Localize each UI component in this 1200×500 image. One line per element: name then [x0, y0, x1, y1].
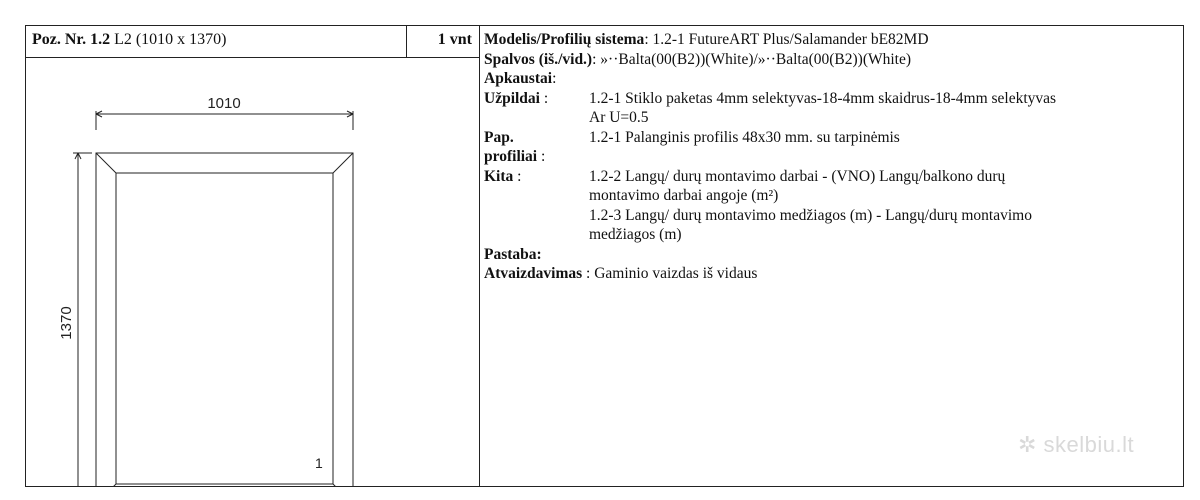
height-dimension-label: 1370 — [58, 306, 75, 340]
position-size: L2 (1010 x 1370) — [110, 31, 227, 48]
note-row — [484, 245, 1180, 265]
hardware-value: : — [552, 70, 557, 87]
other-value: 1.2-2 Langų/ durų montavimo darbai - (VNO) Langų/balkono durų montavimo darbai angoje (m²) 1.2-3 Langų/ durų montavimo medžiagos (m) - Langų/durų montavimo medžiagos (m) — [589, 167, 1032, 243]
fill-label: Užpildai — [484, 89, 540, 107]
sill-value: 1.2-1 Palanginis profilis 48x30 mm. su tarpinėmis — [589, 128, 900, 146]
window-drawing — [26, 58, 479, 486]
color-row — [484, 50, 1180, 70]
view-value: : Gaminio vaizdas iš vidaus — [582, 265, 758, 282]
model-label: Modelis/Profilių sistema — [484, 31, 645, 48]
specification — [484, 30, 1180, 284]
sash-number: 1 — [315, 455, 323, 471]
fill-label-cell: Užpildai : — [484, 89, 549, 107]
watermark-logo — [1018, 432, 1134, 458]
position-header — [32, 31, 227, 49]
divider — [406, 26, 407, 57]
hardware-label: Apkaustai — [484, 70, 553, 87]
model-row — [484, 30, 1180, 50]
spec-details — [484, 89, 1180, 245]
view-label: Atvaizdavimas — [484, 265, 583, 282]
divider — [479, 26, 480, 486]
note-label: Pastaba: — [484, 245, 542, 263]
color-label: Spalvos (iš./vid.) — [484, 50, 593, 68]
other-label: Kita — [484, 167, 514, 185]
quantity: 1 vnt — [437, 31, 472, 48]
width-dimension-label: 1010 — [207, 95, 241, 112]
watermark-icon: ✲ — [1018, 432, 1044, 457]
sill-label: Pap. — [484, 128, 514, 146]
product-sheet — [25, 25, 1184, 487]
color-value: : »··Balta(00(B2))(White)/»··Balta(00(B2))(White) — [592, 50, 912, 68]
watermark-text: skelbiu.lt — [1043, 432, 1135, 457]
view-row — [484, 264, 1180, 284]
fill-value: 1.2-1 Stiklo paketas 4mm selektyvas-18-4mm skaidrus-18-4mm selektyvas Ar U=0.5 — [589, 89, 1057, 126]
hardware-row — [484, 69, 1180, 89]
model-value: : 1.2-1 FutureART Plus/Salamander bE82MD — [644, 31, 929, 48]
other-label-cell: Kita : — [484, 167, 522, 185]
sill-label-cell: Pap. profiliai : — [484, 128, 546, 165]
position-number: Poz. Nr. 1.2 — [32, 31, 111, 48]
